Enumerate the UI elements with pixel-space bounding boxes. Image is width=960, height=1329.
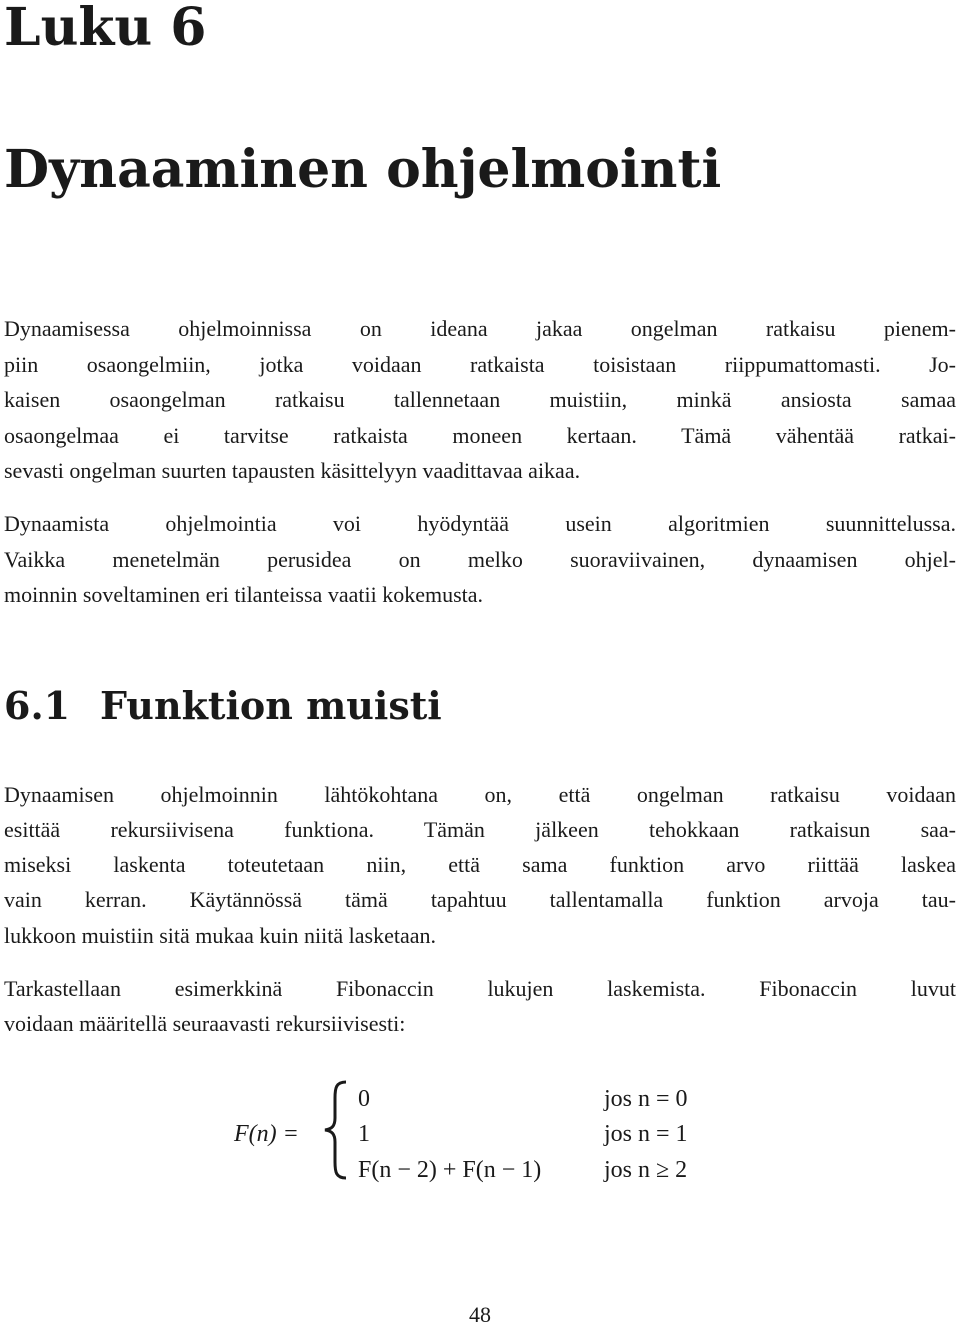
intro-p1-line-4: osaongelmaa ei tarvitse ratkaista moneen kertaan. Tämä vähentää ratkai- (4, 423, 956, 448)
section-p1-line-1: Dynaamisen ohjelmoinnin lähtökohtana on, että ongelman ratkaisu voidaan (4, 782, 956, 807)
intro-p1-line-2: piin osaongelmiin, jotka voidaan ratkaista toisistaan riippumattomasti. Jo- (4, 352, 956, 377)
intro-p2-line-3: moinnin soveltaminen eri tilanteissa vaatii kokemusta. (4, 582, 484, 607)
intro-p2-line-2: Vaikka menetelmän perusidea on melko suoraviivainen, dynaamisen ohjel- (4, 547, 956, 572)
intro-p2-line-1: Dynaamista ohjelmointia voi hyödyntää usein algoritmien suunnittelussa. (4, 511, 956, 536)
section-p1-line-3: miseksi laskenta toteutetaan niin, että sama funktion arvo riittää laskea (4, 852, 956, 877)
case-condition-3: jos n ≥ 2 (604, 1157, 688, 1183)
intro-p1-line-5: sevasti ongelman suurten tapausten käsittelyyn vaadittavaa aikaa. (4, 458, 581, 483)
section-number: 6.1 (4, 683, 71, 728)
left-brace-icon (322, 1080, 350, 1180)
case-condition-1: jos n = 0 (604, 1086, 688, 1112)
case-condition-2: jos n = 1 (604, 1121, 688, 1147)
section-p1-line-5: lukkoon muistiin sitä mukaa kuin niitä lasketaan. (4, 923, 436, 948)
section-p2-line-1: Tarkastellaan esimerkkinä Fibonaccin lukujen laskemista. Fibonaccin luvut (4, 976, 956, 1001)
section-heading (4, 684, 442, 728)
chapter-label: Luku 6 (4, 0, 207, 58)
section-p1-line-4: vain kerran. Käytännössä tämä tapahtuu tallentamalla funktion arvoja tau- (4, 887, 956, 912)
section-p1-line-2: esittää rekursiivisena funktiona. Tämän jälkeen tehokkaan ratkaisun saa- (4, 817, 956, 842)
page-number: 48 (469, 1302, 491, 1327)
case-value-2: 1 (358, 1121, 370, 1147)
section-title: Funktion muisti (100, 683, 442, 728)
formula-lhs: F(n) = (234, 1121, 299, 1147)
chapter-title: Dynaaminen ohjelmointi (4, 139, 722, 200)
case-value-3: F(n − 2) + F(n − 1) (358, 1157, 542, 1183)
intro-p1-line-1: Dynaamisessa ohjelmoinnissa on ideana jakaa ongelman ratkaisu pienem- (4, 316, 956, 341)
case-value-1: 0 (358, 1086, 370, 1112)
intro-p1-line-3: kaisen osaongelman ratkaisu tallennetaan muistiin, minkä ansiosta samaa (4, 387, 956, 412)
section-p2-line-2: voidaan määritellä seuraavasti rekursiivisesti: (4, 1011, 406, 1036)
